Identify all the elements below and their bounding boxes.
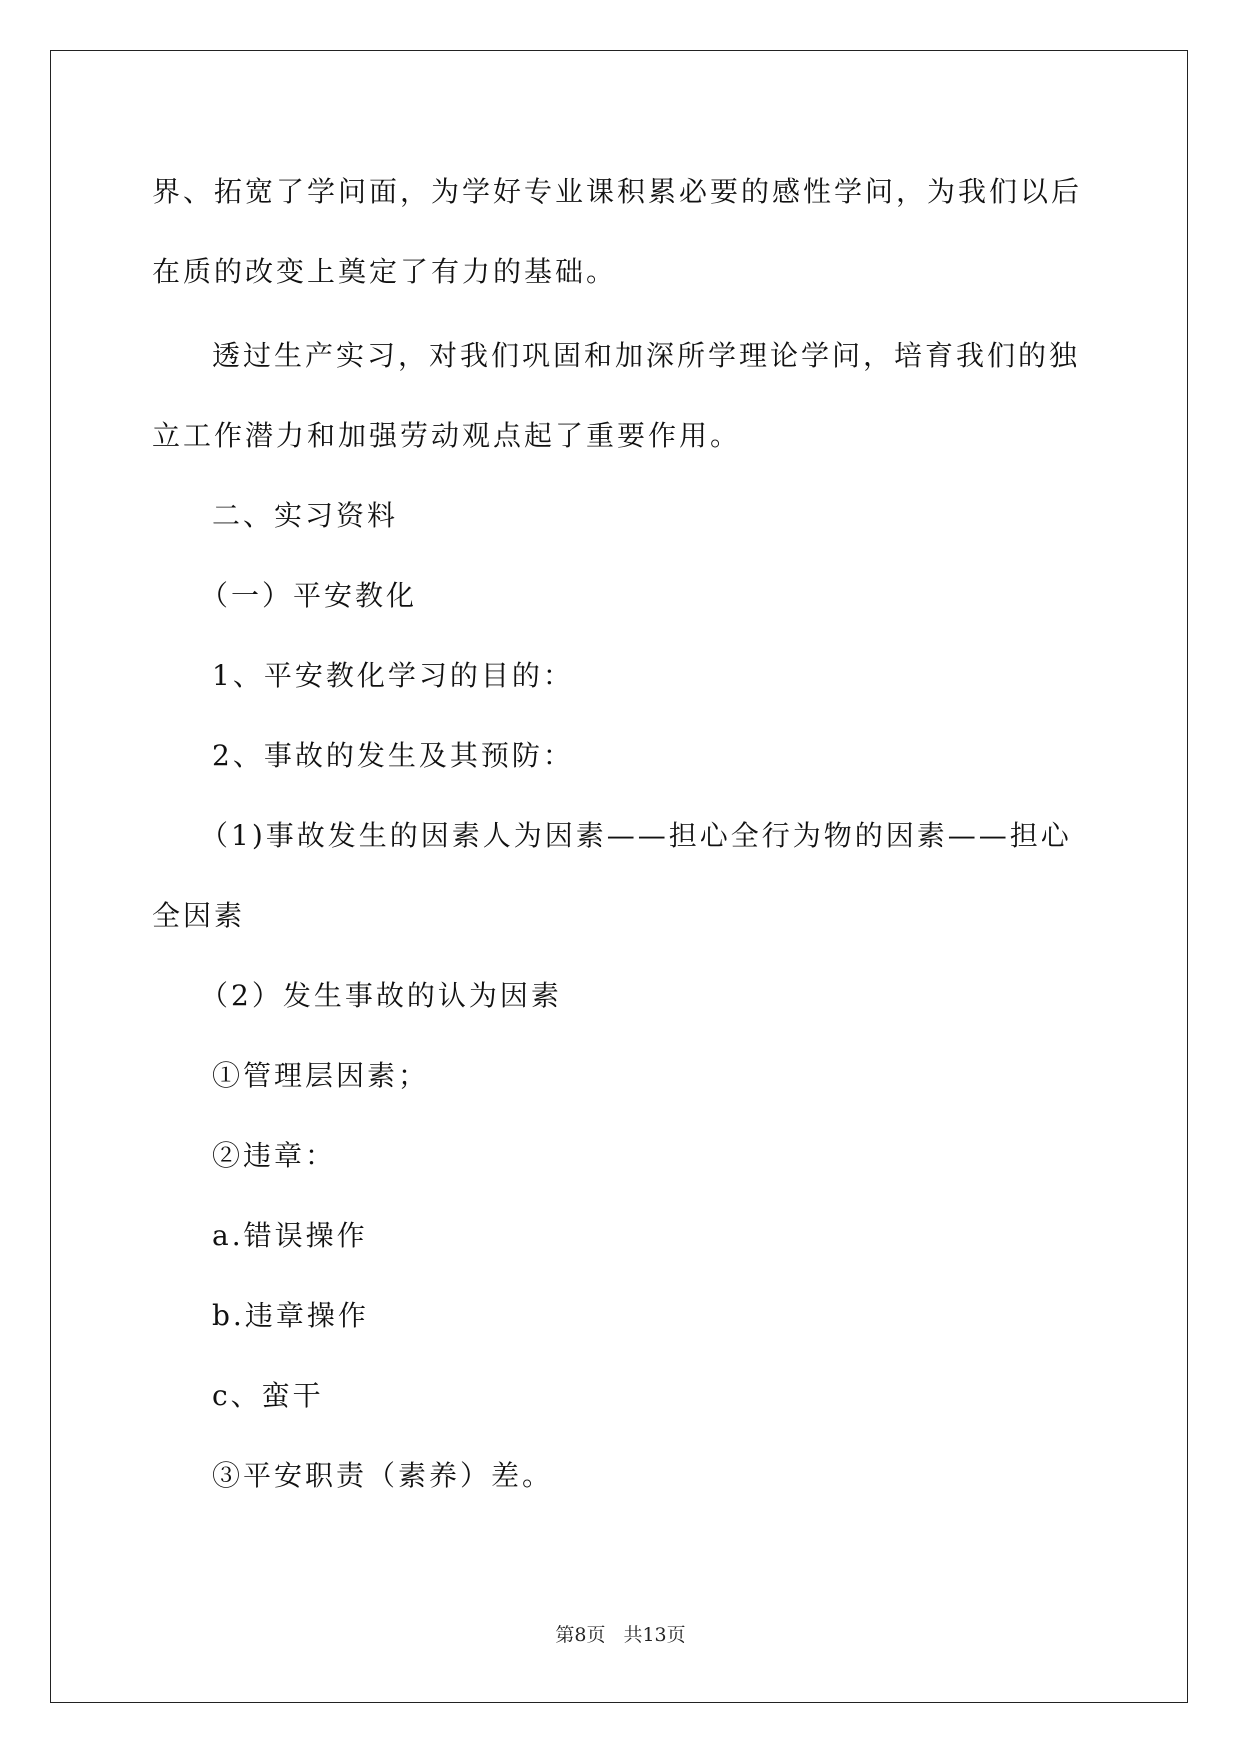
page-total: 共13页: [623, 1624, 686, 1646]
list-item: c、蛮干: [212, 1379, 324, 1412]
text-line: 在质的改变上奠定了有力的基础。: [152, 255, 618, 288]
text-line: 透过生产实习，对我们巩固和加深所学理论学问，培育我们的独: [212, 339, 1081, 372]
text-line: 立工作潜力和加强劳动观点起了重要作用。: [152, 419, 742, 452]
page-footer: [0, 1622, 1241, 1648]
list-item: b.违章操作: [212, 1299, 369, 1332]
list-item: ②违章：: [212, 1139, 337, 1172]
list-item: 2、事故的发生及其预防：: [212, 739, 574, 772]
list-item: ③平安职责（素养）差。: [212, 1459, 554, 1492]
subsection-heading: （一）平安教化: [200, 579, 418, 612]
section-heading: 二、实习资料: [212, 499, 399, 532]
text-line: 界、拓宽了学问面，为学好专业课积累必要的感性学问，为我们以后: [152, 175, 1083, 208]
text-line: 全因素: [152, 899, 246, 932]
list-item: a.错误操作: [212, 1219, 368, 1252]
text-line: （1)事故发生的因素人为因素——担心全行为物的因素——担心: [200, 819, 1072, 852]
list-item: 1、平安教化学习的目的：: [212, 659, 574, 692]
list-item: （2）发生事故的认为因素: [200, 979, 562, 1012]
page-number: 第8页: [555, 1624, 606, 1646]
list-item: ①管理层因素；: [212, 1059, 430, 1092]
